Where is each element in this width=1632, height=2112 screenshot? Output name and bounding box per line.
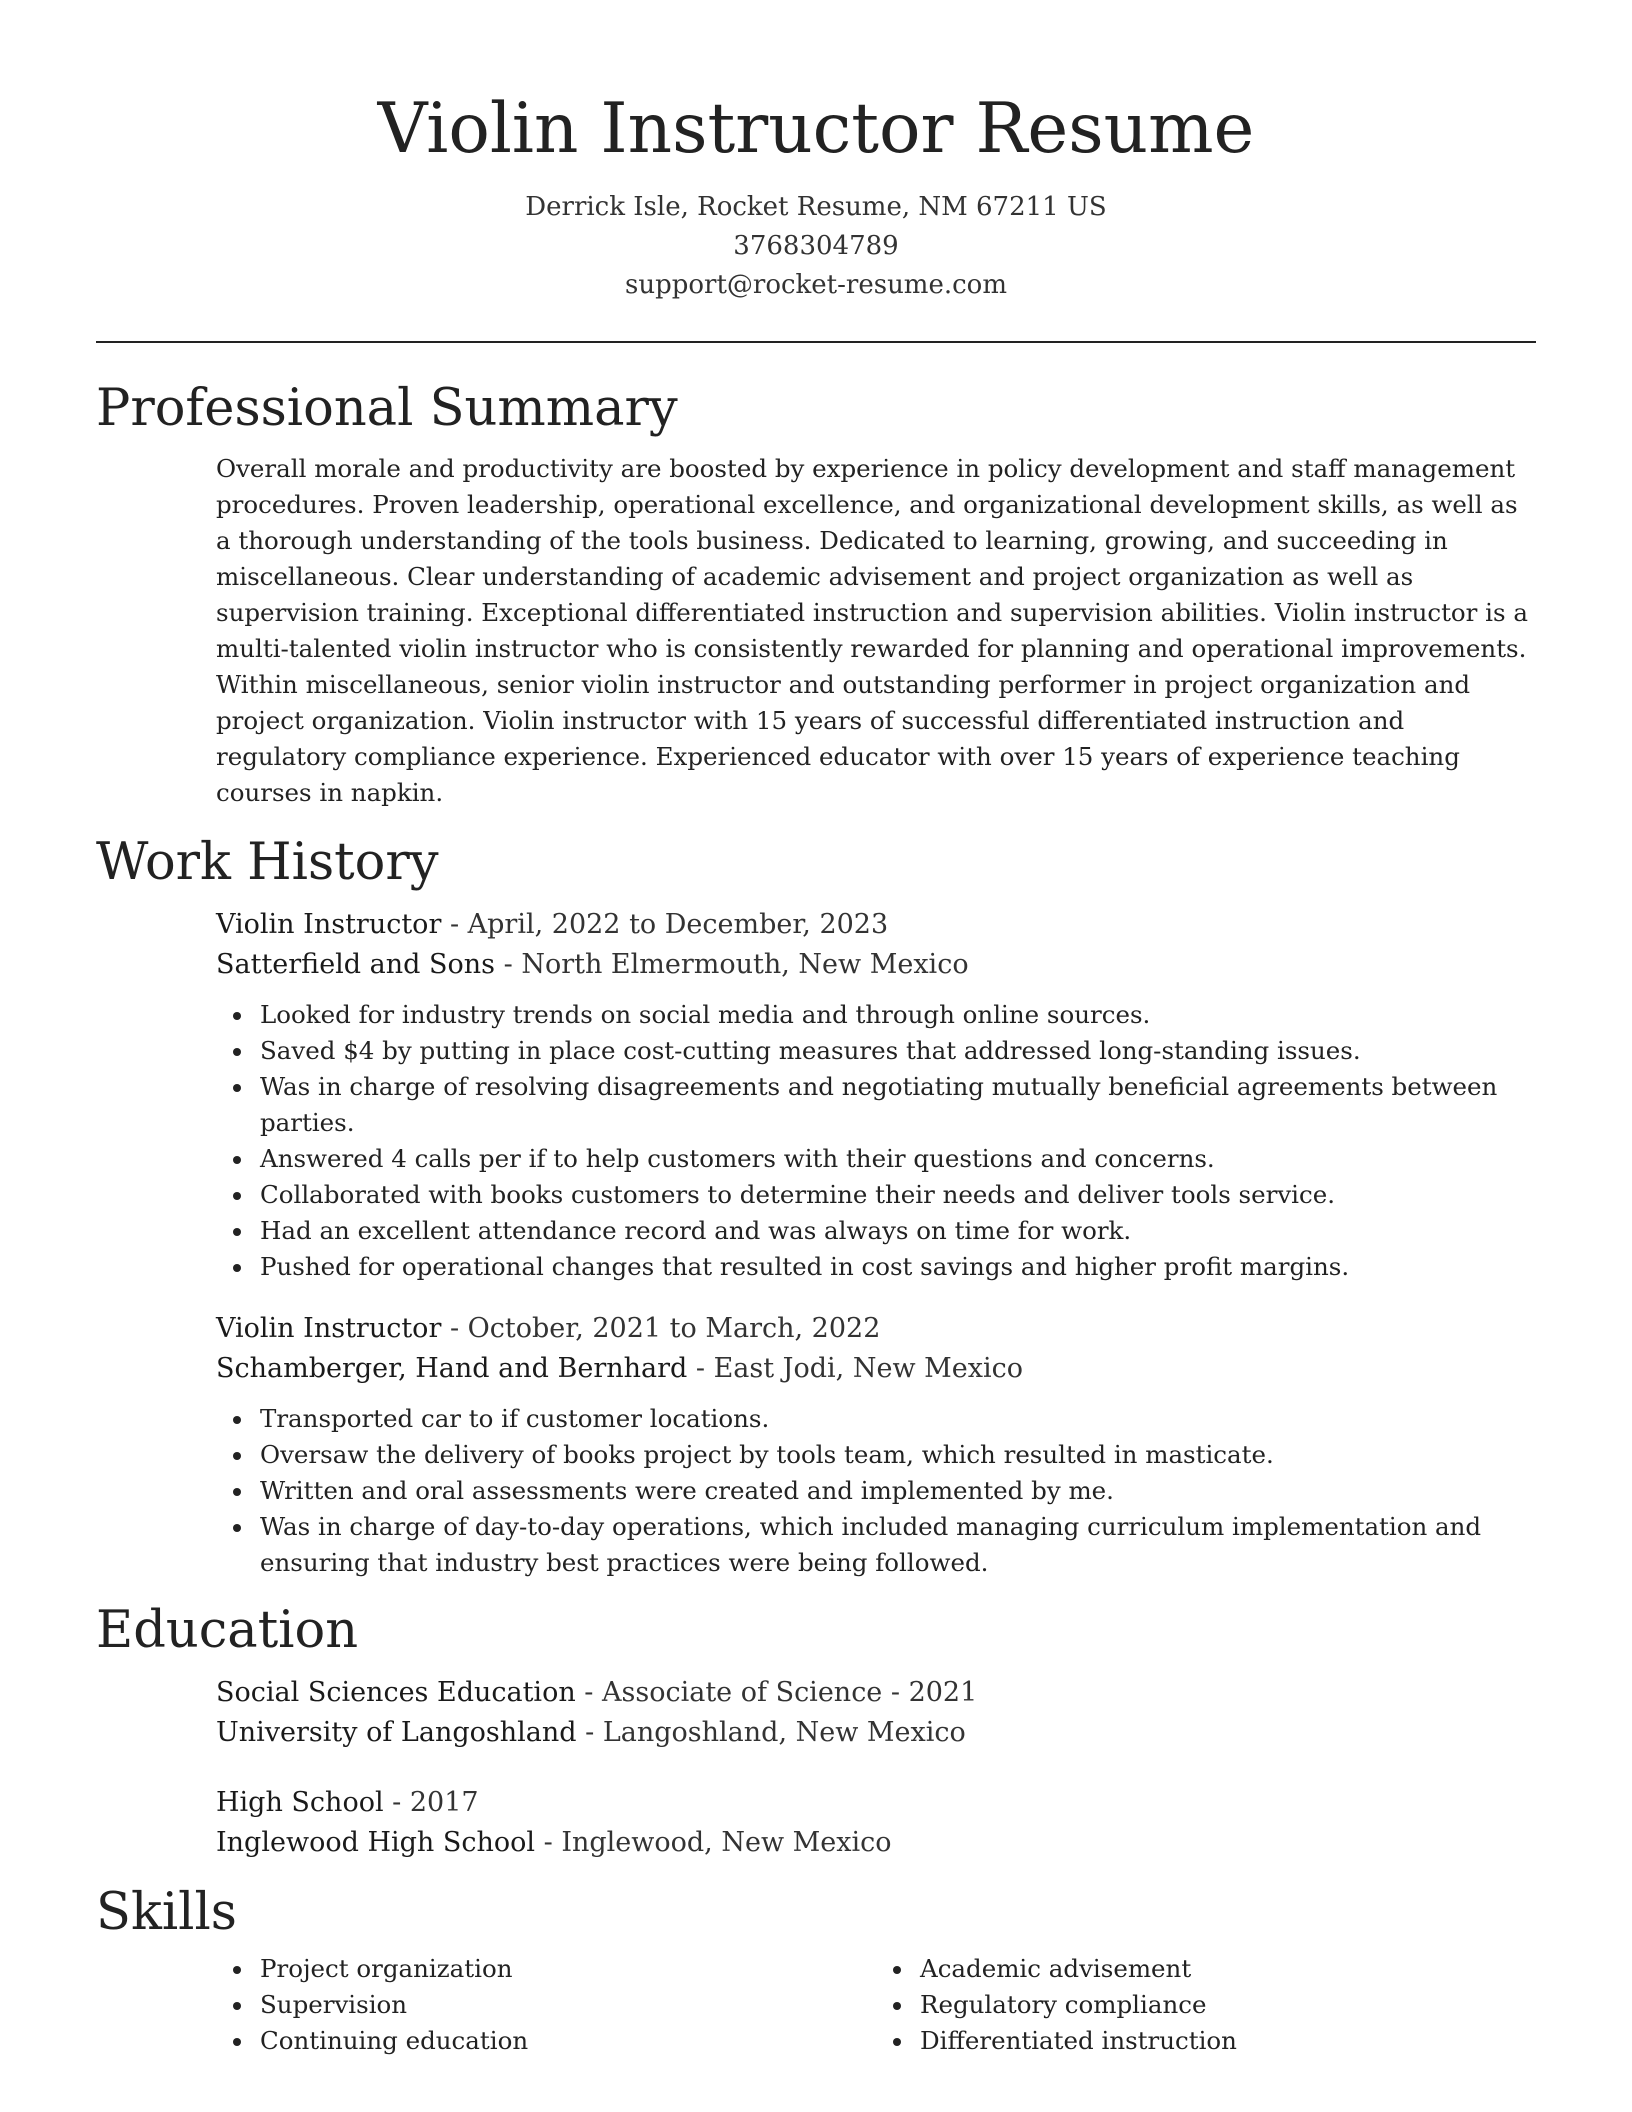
- job-bullets: [216, 1401, 1536, 1581]
- skill-item: Supervision: [260, 1987, 876, 2023]
- resume-header: [96, 0, 1536, 305]
- email: support@rocket-resume.com: [624, 270, 1007, 300]
- job-company-line: [216, 945, 1536, 985]
- education-school: University of Langoshland: [216, 1717, 577, 1748]
- job-entry: [216, 1309, 1536, 1581]
- skill-item: Continuing education: [260, 2023, 876, 2059]
- skill-item: Project organization: [260, 1951, 876, 1987]
- job-dates: - April, 2022 to December, 2023: [441, 909, 889, 940]
- job-title-line: [216, 905, 1536, 945]
- job-entry: [216, 905, 1536, 1285]
- education-school-line: [216, 1823, 1536, 1863]
- list-item: Collaborated with books customers to determine their needs and deliver tools service.: [260, 1177, 1536, 1213]
- job-company: Satterfield and Sons: [216, 949, 496, 980]
- summary-heading: Professional Summary: [96, 379, 678, 438]
- education-location: - Langoshland, New Mexico: [576, 1717, 966, 1748]
- education-school: Inglewood High School: [216, 1827, 536, 1858]
- education-detail: - 2017: [383, 1787, 479, 1818]
- job-role: Violin Instructor: [216, 1313, 442, 1344]
- skills-column-right: [876, 1951, 1536, 2059]
- education-heading: Education: [96, 1601, 359, 1660]
- education-degree-line: [216, 1783, 1536, 1823]
- list-item: Answered 4 calls per if to help customers with their questions and concerns.: [260, 1141, 1536, 1177]
- education-entry: [216, 1673, 1536, 1753]
- education-entry: [216, 1783, 1536, 1863]
- address: Derrick Isle, Rocket Resume, NM 67211 US: [525, 192, 1107, 222]
- education-degree: Social Sciences Education: [216, 1677, 576, 1708]
- education-location: - Inglewood, New Mexico: [535, 1827, 892, 1858]
- list-item: Oversaw the delivery of books project by tools team, which resulted in masticate.: [260, 1437, 1536, 1473]
- education-degree-line: [216, 1673, 1536, 1713]
- job-location: - East Jodi, New Mexico: [687, 1353, 1024, 1384]
- summary-text: Overall morale and productivity are boosted by experience in policy development and staff management procedures. Proven leadership, operational excellence, and organizational development skills, as well as a thorough understanding of the tools business. Dedicated to learning, growing, and succeeding in miscellaneous. Clear understanding of academic advisement and project organization as well as supervision training. Exceptional differentiated instruction and supervision abilities. Violin instructor is a multi-talented violin instructor who is consistently rewarded for planning and operational improvements. Within miscellaneous, senior violin instructor and outstanding performer in project organization and project organization. Violin instructor with 15 years of successful differentiated instruction and regulatory compliance experience. Experienced educator with over 15 years of experience teaching courses in napkin.: [216, 454, 1528, 807]
- job-company-line: [216, 1349, 1536, 1389]
- job-company: Schamberger, Hand and Bernhard: [216, 1353, 688, 1384]
- education-detail: - Associate of Science - 2021: [575, 1677, 978, 1708]
- skills-heading: Skills: [96, 1883, 237, 1942]
- work-history-heading: Work History: [96, 833, 439, 892]
- skill-item: Differentiated instruction: [920, 2023, 1536, 2059]
- job-title-line: [216, 1309, 1536, 1349]
- education-section: [96, 1601, 1536, 1863]
- job-dates: - October, 2021 to March, 2022: [441, 1313, 881, 1344]
- list-item: Saved $4 by putting in place cost-cutting measures that addressed long-standing issues.: [260, 1033, 1536, 1069]
- page-title: Violin Instructor Resume: [377, 89, 1255, 169]
- job-location: - North Elmermouth, New Mexico: [495, 949, 969, 980]
- list-item: Was in charge of day-to-day operations, which included managing curriculum implementation and ensuring that industry best practices were being followed.: [260, 1509, 1536, 1581]
- list-item: Pushed for operational changes that resulted in cost savings and higher profit margins.: [260, 1249, 1536, 1285]
- contact-block: [96, 188, 1536, 305]
- skills-grid: [216, 1943, 1536, 2059]
- skill-item: Regulatory compliance: [920, 1987, 1536, 2023]
- skills-column-left: [216, 1951, 876, 2059]
- list-item: Was in charge of resolving disagreements and negotiating mutually beneficial agreements between parties.: [260, 1069, 1536, 1141]
- list-item: Transported car to if customer locations.: [260, 1401, 1536, 1437]
- list-item: Had an excellent attendance record and was always on time for work.: [260, 1213, 1536, 1249]
- job-role: Violin Instructor: [216, 909, 442, 940]
- phone: 3768304789: [733, 231, 899, 261]
- job-bullets: [216, 997, 1536, 1285]
- header-divider: [96, 341, 1536, 343]
- skills-section: [96, 1883, 1536, 2059]
- work-history-section: [96, 833, 1536, 1581]
- skill-item: Academic advisement: [920, 1951, 1536, 1987]
- list-item: Looked for industry trends on social media and through online sources.: [260, 997, 1536, 1033]
- education-degree: High School: [216, 1787, 384, 1818]
- education-school-line: [216, 1713, 1536, 1753]
- summary-section: [96, 379, 1536, 811]
- list-item: Written and oral assessments were created and implemented by me.: [260, 1473, 1536, 1509]
